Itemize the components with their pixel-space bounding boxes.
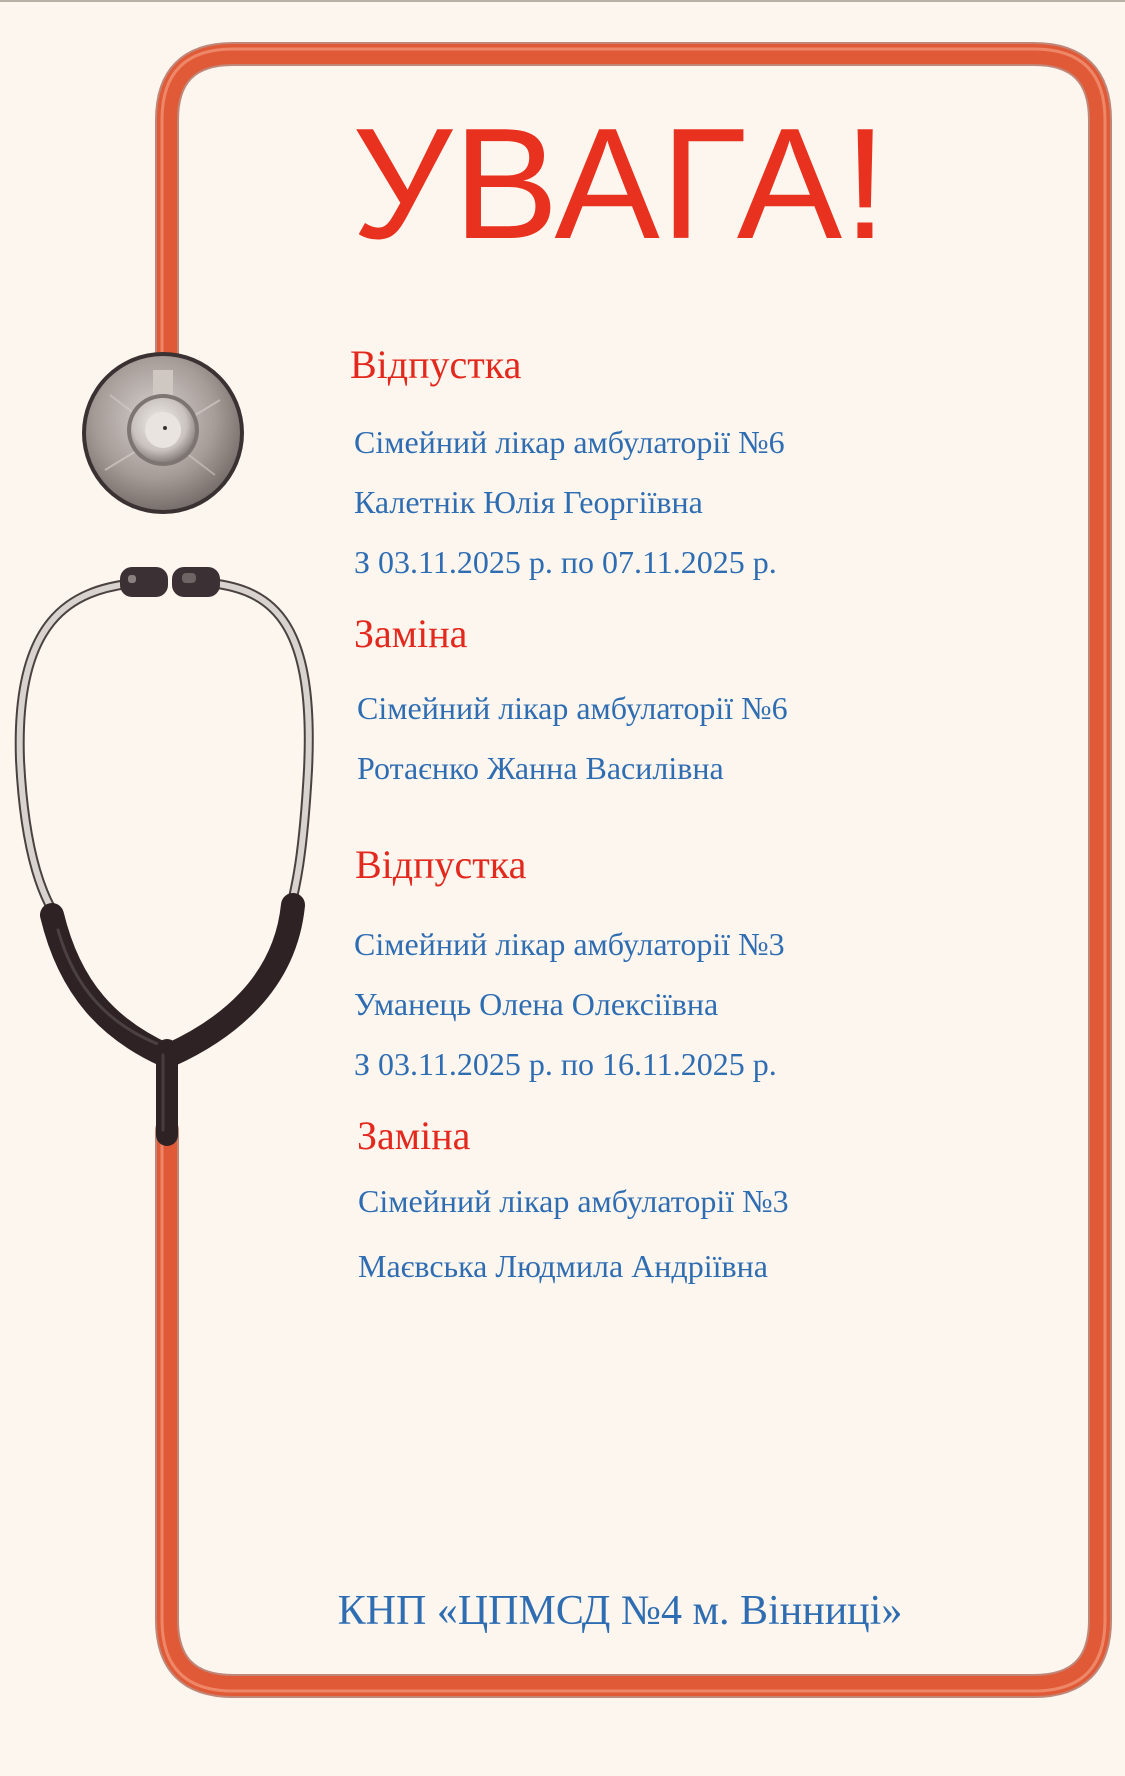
clinic-name-footer: КНП «ЦПМСД №4 м. Вінниці»: [337, 1588, 903, 1634]
replacement-heading: Заміна: [357, 1113, 471, 1158]
doctor-name: Маєвська Людмила Андріївна: [358, 1248, 768, 1284]
doctor-position: Сімейний лікар амбулаторії №3: [354, 926, 785, 962]
vacation-heading: Відпустка: [350, 342, 522, 387]
doctor-position: Сімейний лікар амбулаторії №3: [358, 1183, 789, 1219]
doctor-name: Ротаєнко Жанна Василівна: [357, 750, 724, 786]
attention-title: УВАГА!: [351, 96, 889, 272]
doctor-name: Калетнік Юлія Георгіївна: [354, 484, 703, 520]
replacement-heading: Заміна: [354, 611, 468, 656]
ear-tips: [120, 567, 220, 597]
doctor-name: Уманець Олена Олексіївна: [354, 986, 719, 1022]
vacation-dates: З 03.11.2025 р. по 07.11.2025 р.: [354, 544, 777, 580]
chest-piece: [82, 352, 244, 514]
vacation-heading: Відпустка: [355, 842, 527, 887]
vacation-dates: З 03.11.2025 р. по 16.11.2025 р.: [354, 1046, 777, 1082]
doctor-position: Сімейний лікар амбулаторії №6: [354, 424, 785, 460]
doctor-position: Сімейний лікар амбулаторії №6: [357, 690, 788, 726]
binaural-tubes: [20, 583, 309, 920]
y-tubing: [52, 905, 293, 1135]
